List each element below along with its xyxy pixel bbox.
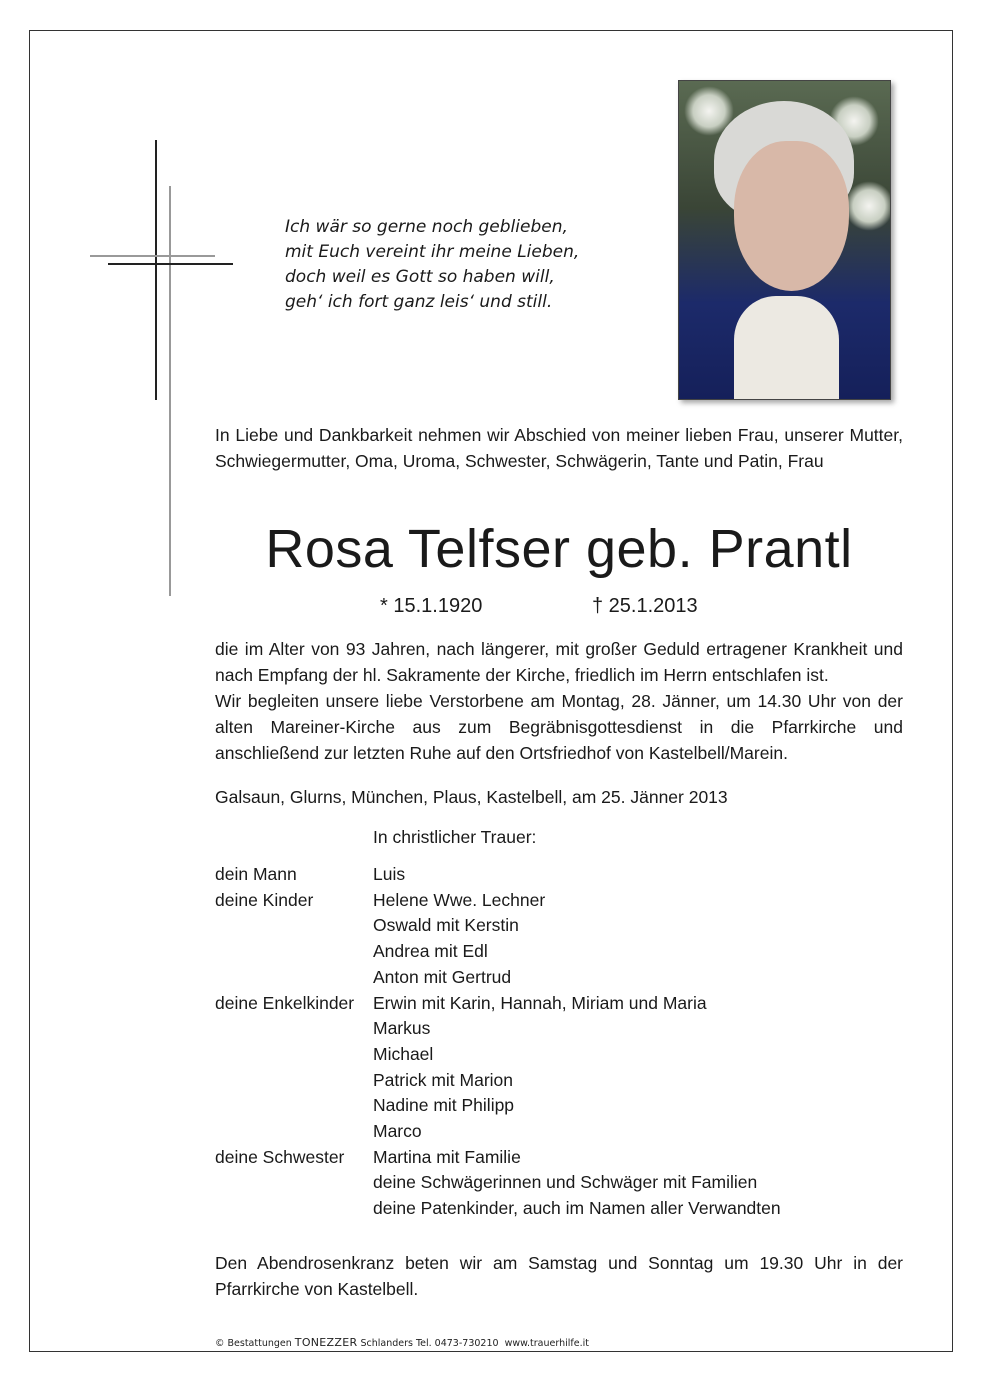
footer-contact: Schlanders Tel. 0473-730210 — [360, 1338, 499, 1349]
family-row — [215, 888, 781, 914]
cross-horizontal-dark — [108, 263, 233, 265]
family-row — [215, 1016, 781, 1042]
relative-names: Andrea mit Edl — [373, 941, 488, 962]
footer-website: www.trauerhilfe.it — [504, 1338, 589, 1349]
relation-label — [215, 1196, 373, 1222]
poem — [285, 215, 625, 315]
relative-names: Markus — [373, 1018, 431, 1039]
blossom-decoration — [844, 181, 891, 231]
relation-label — [215, 1068, 373, 1094]
relative-names: Erwin mit Karin, Hannah, Miriam und Maria — [373, 992, 707, 1013]
family-row — [215, 965, 781, 991]
relation-label — [215, 913, 373, 939]
relative-names: Helene Wwe. Lechner — [373, 889, 546, 910]
poem-line: geh‘ ich fort ganz leis‘ und still. — [285, 292, 553, 312]
intro-text: In Liebe und Dankbarkeit nehmen wir Abschied von meiner lieben Frau, unserer Mutter, Schwiegermutter, Oma, Uroma, Schwester, Schwägerin, Tante und Patin, Frau — [215, 425, 903, 471]
relation-label — [215, 1093, 373, 1119]
relation-label: deine Kinder — [215, 889, 314, 910]
cross-vertical-light — [169, 186, 171, 596]
footer-brand: TONEZZER — [294, 1336, 358, 1349]
portrait-photo — [678, 80, 891, 400]
relation-label: deine Schwester — [215, 1146, 345, 1167]
cross-horizontal-light — [90, 255, 215, 257]
family-row — [215, 862, 781, 888]
relative-names: Martina mit Familie — [373, 1146, 521, 1167]
family-row — [215, 1170, 781, 1196]
mourning-heading: In christlicher Trauer: — [373, 827, 537, 847]
place-date: Galsaun, Glurns, München, Plaus, Kastelbell, am 25. Jänner 2013 — [215, 787, 728, 807]
rosary-notice: Den Abendrosenkranz beten wir am Samstag und Sonntag um 19.30 Uhr in der Pfarrkirche von Kastelbell. — [215, 1253, 903, 1299]
relation-label — [215, 939, 373, 965]
family-row — [215, 1093, 781, 1119]
paragraph-illness: die im Alter von 93 Jahren, nach längerer, mit großer Geduld ertragener Krankheit und nach Empfang der hl. Sakramente der Kirche, friedlich im Herrn entschlafen ist. — [215, 639, 903, 685]
relative-names: Luis — [373, 864, 406, 884]
portrait-face — [734, 141, 849, 291]
family-row — [215, 1196, 781, 1222]
family-row — [215, 1042, 781, 1068]
relation-label — [215, 965, 373, 991]
poem-line: doch weil es Gott so haben will, — [285, 267, 555, 287]
relation-label: dein Mann — [215, 864, 297, 884]
relation-label — [215, 1016, 373, 1042]
deceased-name: Rosa Telfser geb. Prantl — [265, 519, 853, 579]
family-row — [215, 991, 781, 1017]
relative-names: Oswald mit Kerstin — [373, 915, 519, 936]
relative-names: Marco — [373, 1121, 422, 1142]
family-row — [215, 1068, 781, 1094]
death-date: † 25.1.2013 — [592, 595, 698, 617]
paragraph-funeral: Wir begleiten unsere liebe Verstorbene am Montag, 28. Jänner, um 14.30 Uhr von der alten Mareiner-Kirche aus zum Begräbnisgottesdienst in die Pfarrkirche und anschließend zur letzten Ruhe auf den Ortsfriedhof von Kastelbell/Marein. — [215, 691, 903, 763]
relative-names: Michael — [373, 1043, 434, 1064]
footer-credit — [215, 1336, 589, 1349]
poem-line: Ich wär so gerne noch geblieben, — [285, 217, 568, 237]
birth-date: * 15.1.1920 — [380, 595, 483, 617]
relative-names: Nadine mit Philipp — [373, 1095, 515, 1116]
cross-vertical-dark — [155, 140, 157, 400]
relation-label — [215, 1170, 373, 1196]
family-row — [215, 1119, 781, 1145]
family-row — [215, 939, 781, 965]
family-list — [215, 862, 781, 1222]
relation-label — [215, 1042, 373, 1068]
relative-names: deine Schwägerinnen und Schwäger mit Familien — [373, 1172, 758, 1193]
family-row — [215, 913, 781, 939]
relative-names: Patrick mit Marion — [373, 1069, 514, 1090]
footer-prefix: © Bestattungen — [215, 1338, 292, 1349]
relation-label — [215, 1119, 373, 1145]
portrait-collar — [734, 296, 839, 400]
relative-names: Anton mit Gertrud — [373, 966, 512, 987]
relative-names: deine Patenkinder, auch im Namen aller Verwandten — [373, 1198, 781, 1219]
relation-label: deine Enkelkinder — [215, 992, 355, 1013]
family-row — [215, 1145, 781, 1171]
poem-line: mit Euch vereint ihr meine Lieben, — [285, 242, 580, 262]
